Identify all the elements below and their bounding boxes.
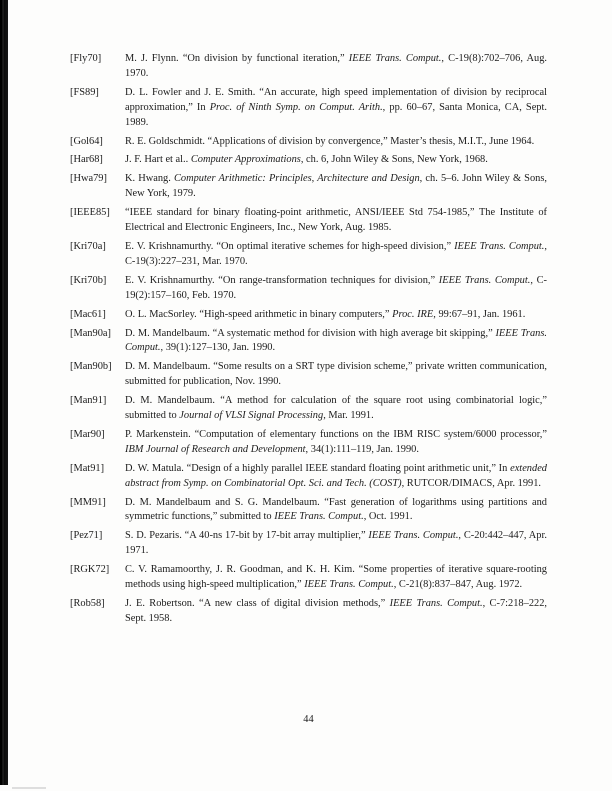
reference-text-italic-segment: IEEE Trans. Comput.	[274, 511, 364, 523]
reference-label: [Gol64]	[70, 135, 103, 147]
reference-entry	[70, 462, 547, 492]
reference-text	[125, 496, 547, 526]
reference-text-segment: , ch. 6, John Wiley & Sons, New York, 1968.	[300, 154, 488, 166]
reference-text-segment: E. V. Krishnamurthy. “On optimal iterative schemes for high-speed division,”	[125, 240, 455, 252]
reference-label: [Man91]	[70, 395, 107, 407]
reference-text-italic-segment: IEEE Trans. Comput.	[125, 327, 547, 354]
reference-label: [Har68]	[70, 154, 103, 166]
reference-text-segment: , C-21(8):837–847, Aug. 1972.	[393, 579, 523, 591]
reference-text-italic-segment: Computer Approximations	[190, 154, 301, 166]
reference-entry	[70, 308, 547, 323]
reference-text	[125, 274, 547, 304]
reference-text	[125, 135, 547, 150]
reference-text-italic-segment: IEEE Trans. Comput.	[389, 598, 483, 609]
reference-label: [Pez71]	[70, 530, 103, 542]
reference-text-segment: S. D. Pezaris. “A 40-ns 17-bit by 17-bit array multiplier,”	[125, 530, 369, 542]
reference-entry	[70, 86, 547, 131]
reference-label: [Rob58]	[70, 598, 105, 609]
scan-smudge-artifact	[12, 787, 46, 789]
reference-text-italic-segment: IEEE Trans. Comput.	[348, 53, 442, 64]
reference-text	[125, 529, 547, 559]
reference-text-segment: P. Markenstein. “Computation of elementary functions on the IBM RISC system/6000 processor,”	[125, 428, 547, 440]
reference-label: [IEEE85]	[70, 207, 110, 219]
reference-text-segment: D. M. Mandelbaum. “A systematic method for division with high average bit skipping,”	[125, 327, 496, 339]
reference-text	[125, 153, 547, 168]
reference-entry	[70, 274, 547, 304]
reference-entry	[70, 327, 547, 357]
reference-label: [Mac61]	[70, 308, 106, 320]
reference-text	[125, 327, 547, 357]
reference-text-segment: D. M. Mandelbaum and S. G. Mandelbaum. “Fast generation of logarithms using partitions and symmetric functions,” submitted to	[125, 496, 547, 523]
reference-text-segment: E. V. Krishnamurthy. “On range-transformation techniques for division,”	[125, 274, 439, 286]
reference-label: [Hwa79]	[70, 173, 107, 185]
scan-edge-artifact	[0, 0, 8, 785]
reference-text	[125, 462, 547, 492]
reference-text-segment: K. Hwang.	[125, 173, 174, 185]
reference-text-segment: R. E. Goldschmidt. “Applications of division by convergence,” Master’s thesis, M.I.T., June 1964.	[125, 135, 535, 147]
reference-text	[125, 597, 547, 627]
reference-label: [Mat91]	[70, 462, 105, 474]
reference-text-segment: , RUTCOR/DIMACS, Apr. 1991.	[401, 477, 542, 489]
reference-entry	[70, 52, 547, 82]
reference-text-segment: , 34(1):111–119, Jan. 1990.	[305, 443, 419, 455]
reference-text-segment: D. W. Matula. “Design of a highly parallel IEEE standard floating point arithmetic unit,” In	[125, 462, 511, 474]
reference-text-segment: D. M. Mandelbaum. “A method for calculation of the square root using combinatorial logic,” submitted to	[125, 395, 547, 422]
reference-text-segment: D. L. Fowler and J. E. Smith. “An accurate, high speed implementation of division by reciprocal approximation,” In	[125, 86, 547, 113]
reference-entry	[70, 597, 547, 627]
reference-text-italic-segment: extended abstract from Symp. on Combinatorial Opt. Sci. and Tech. (COST)	[125, 462, 547, 489]
page-number: 44	[303, 714, 314, 725]
reference-label: [MM91]	[70, 496, 106, 508]
reference-entry	[70, 496, 547, 526]
reference-text-segment: , Oct. 1991.	[363, 511, 413, 523]
reference-text-segment: , pp. 60–67, Santa Monica, CA, Sept. 1989.	[125, 101, 547, 128]
reference-text	[125, 240, 547, 270]
reference-text-italic-segment: IBM Journal of Research and Development	[125, 443, 306, 455]
reference-text-italic-segment: IEEE Trans. Comput.	[304, 579, 394, 591]
reference-text-segment: M. J. Flynn. “On division by functional iteration,”	[125, 53, 349, 64]
reference-label: [Fly70]	[70, 53, 102, 64]
reference-text-italic-segment: Proc. IRE	[392, 308, 434, 320]
reference-label: [RGK72]	[70, 564, 110, 576]
reference-text-segment: , C-19(8):702–706, Aug. 1970.	[125, 53, 547, 79]
reference-text-segment: D. M. Mandelbaum. “Some results on a SRT type division scheme,” private written communication, submitted for publication, Nov. 1990.	[125, 361, 547, 388]
reference-entry	[70, 240, 547, 270]
reference-text-segment: , C-7:218–222, Sept. 1958.	[125, 598, 547, 624]
reference-text-segment: J. F. Hart et al..	[125, 154, 191, 166]
reference-label: [Kri70a]	[70, 240, 106, 252]
reference-entry	[70, 172, 547, 202]
reference-label: [Man90b]	[70, 361, 112, 373]
reference-text-segment: “IEEE standard for binary floating-point arithmetic, ANSI/IEEE Std 754-1985,” The Institute of Electrical and Electronic Engineers, Inc., New York, Aug. 1985.	[125, 207, 547, 234]
reference-text-segment: C. V. Ramamoorthy, J. R. Goodman, and K. H. Kim. “Some properties of iterative square-rooting methods using high-speed multiplication,”	[125, 564, 547, 591]
reference-label: [Man90a]	[70, 327, 111, 339]
reference-text-segment: , 39(1):127–130, Jan. 1990.	[160, 342, 276, 354]
reference-entry	[70, 360, 547, 390]
reference-entry	[70, 529, 547, 559]
reference-entry	[70, 563, 547, 593]
reference-text	[125, 86, 547, 131]
reference-text-italic-segment: Journal of VLSI Signal Processing	[179, 410, 324, 422]
reference-label: [FS89]	[70, 86, 99, 98]
reference-text-segment: J. E. Robertson. “A new class of digital division methods,”	[125, 598, 390, 609]
reference-text	[125, 52, 547, 82]
reference-text-segment: , C-19(3):227–231, Mar. 1970.	[125, 240, 547, 267]
reference-text	[125, 206, 547, 236]
reference-label: [Kri70b]	[70, 274, 107, 286]
reference-text	[125, 428, 547, 458]
reference-text	[125, 360, 547, 390]
reference-text	[125, 394, 547, 424]
reference-text-italic-segment: Proc. of Ninth Symp. on Comput. Arith.	[209, 101, 383, 113]
reference-text-segment: , ch. 5–6. John Wiley & Sons, New York, 1979.	[125, 173, 547, 200]
reference-text-italic-segment: IEEE Trans. Comput.	[454, 240, 545, 252]
reference-entry	[70, 394, 547, 424]
reference-text-segment: , C-19(2):157–160, Feb. 1970.	[125, 274, 547, 301]
reference-text-segment: , 99:67–91, Jan. 1961.	[433, 308, 526, 320]
reference-text-italic-segment: IEEE Trans. Comput.	[438, 274, 531, 286]
reference-text	[125, 563, 547, 593]
reference-text-segment: , C-20:442–447, Apr. 1971.	[125, 530, 547, 557]
reference-text	[125, 172, 547, 202]
reference-entry	[70, 206, 547, 236]
reference-text-segment: O. L. MacSorley. “High-speed arithmetic in binary computers,”	[125, 308, 393, 320]
reference-text-italic-segment: Computer Arithmetic: Principles, Architecture and Design	[173, 173, 420, 185]
references-list	[70, 52, 547, 631]
reference-text-segment: , Mar. 1991.	[323, 410, 374, 422]
reference-entry	[70, 428, 547, 458]
reference-entry	[70, 153, 547, 168]
reference-entry	[70, 135, 547, 150]
reference-text	[125, 308, 547, 323]
reference-label: [Mar90]	[70, 428, 105, 440]
reference-text-italic-segment: IEEE Trans. Comput.	[368, 530, 459, 542]
